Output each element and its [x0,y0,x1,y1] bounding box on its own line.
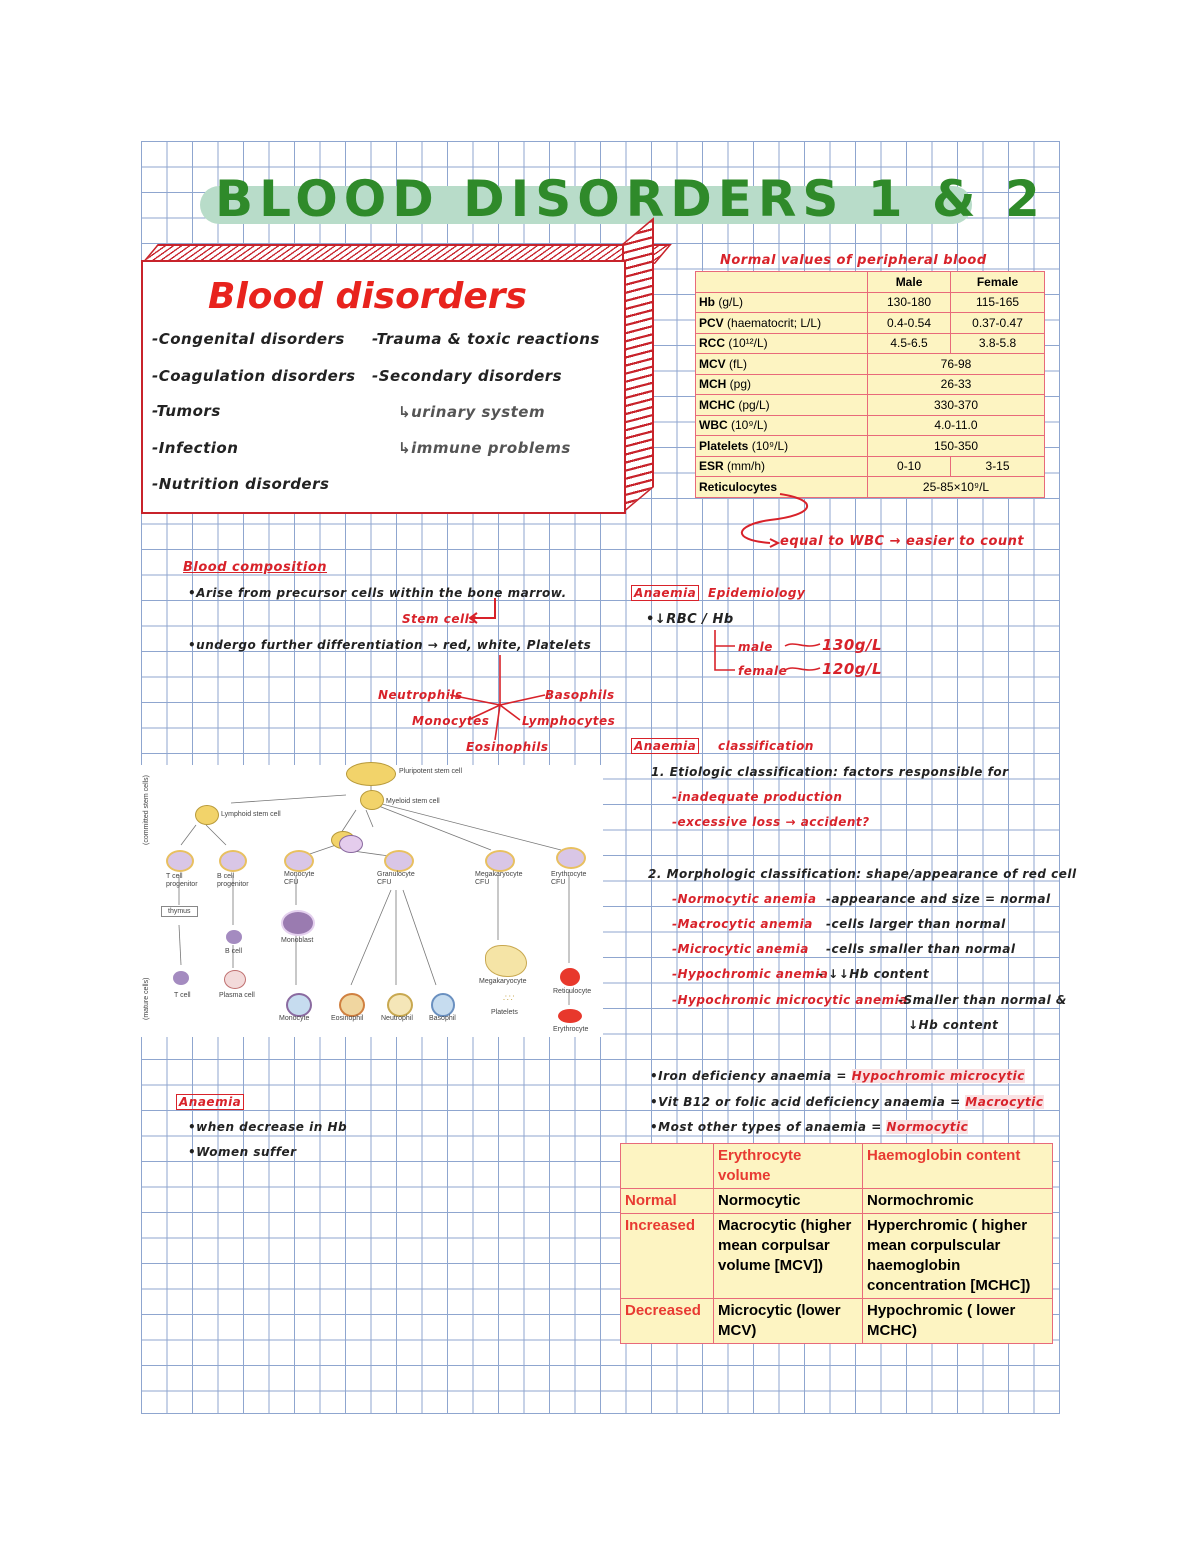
platelets-icon: ∴∵ [503,993,515,1003]
class-p2-desc: -cells larger than normal [826,917,1006,931]
class-p2-name: -Hypochromic microcytic anemia [672,993,908,1007]
nv-label [696,395,868,416]
neutrophil [387,993,413,1017]
pluripotent-stem-cell [346,762,396,786]
nv-label-name: Hb [699,295,715,310]
box-item: -Infection [152,439,239,457]
reticulocyte-note: equal to WBC → easier to count [780,534,1025,549]
blood-composition-heading: Blood composition [183,560,328,575]
col-header-hb: Haemoglobin content [863,1144,1053,1189]
diagram-label: Megakaryocyte [479,978,527,985]
class-p1-item: -excessive loss → accident? [672,815,870,829]
anaemia-epi-line: •↓RBC / Hb [646,612,734,627]
nv-value-male: 0.4-0.54 [868,313,951,334]
nv-corner [696,272,868,293]
anaemia-class-heading: classification [718,739,814,753]
stem-cells-arrow [465,596,525,626]
nv-row [696,395,1045,416]
diagram-label: (committed stem cells) [143,774,150,845]
nv-label-unit: (10⁹/L) [748,438,789,453]
class-p2-name: -Macrocytic anemia [672,917,813,931]
diagram-label: Erythrocyte CFU [551,871,587,886]
nv-label-name: PCV [699,315,724,330]
nv-label [696,333,868,354]
myeloid-cell [339,835,363,853]
box-subitem: ↳urinary system [398,403,546,421]
nv-col-header: Male [868,272,951,293]
nv-value: 76-98 [868,354,1045,375]
nv-label [696,415,868,436]
lymphoid-stem-cell [195,805,219,825]
nv-value: 26-33 [868,374,1045,395]
nv-value-male: 0-10 [868,456,951,477]
nv-label-name: WBC [699,418,728,433]
box-side-hatch [622,217,654,514]
diagram-label: (mature cells) [143,977,150,1020]
example-highlight: Hypochromic microcytic [851,1069,1025,1083]
diagram-label: Myeloid stem cell [386,798,440,805]
table-cell: Macrocytic (higher mean corpulsar volume [MCV]) [714,1214,863,1299]
box-item: -Congenital disorders [152,330,345,348]
box-item: -Nutrition disorders [152,475,330,493]
class-p2-desc: -Smaller than normal & [898,993,1067,1007]
nv-value-female: 3-15 [951,456,1045,477]
nv-label-name: MCHC [699,397,735,412]
nv-label [696,374,868,395]
nv-label-unit: (10⁹/L) [727,418,768,433]
wbc-eosinophils: Eosinophils [466,740,549,754]
box-heading: Blood disorders [208,276,527,317]
epi-male-value: 130g/L [822,636,883,654]
anaemia-epi-heading: Epidemiology [708,586,806,600]
composition-line-2: •undergo further differentiation → red, white, Platelets [188,638,592,652]
erythrocyte [558,1009,582,1023]
diagram-label: Monoblast [281,937,314,944]
diagram-label: T cell progenitor [166,873,198,888]
example-line [650,1095,1044,1109]
box-item: -Trauma & toxic reactions [372,330,600,348]
epi-male: male [738,640,773,654]
diagram-label: Monocyte CFU [284,871,315,886]
nv-col-header: Female [951,272,1045,293]
stem-cells-label: Stem cells [402,612,477,626]
anaemia-class-tag: Anaemia [631,738,699,754]
wbc-basophils: Basophils [545,688,615,702]
example-highlight: Normocytic [886,1120,969,1134]
diagram-label: Monocyte [279,1015,310,1022]
monocyte [286,993,312,1017]
example-text: •Most other types of anaemia = [650,1120,887,1134]
nv-label [696,456,868,477]
diagram-label: Plasma cell [219,992,255,999]
example-line [650,1120,968,1134]
box-item: -Tumors [152,402,221,420]
class-p1: 1. Etiologic classification: factors responsible for [651,765,1009,779]
classification-table [620,1143,1053,1344]
nv-row [696,292,1045,313]
table-cell: Normochromic [863,1189,1053,1214]
table-cell: Microcytic (lower MCV) [714,1299,863,1344]
diagram-label: Granulocyte CFU [377,871,415,886]
hematopoiesis-diagram [141,765,603,1037]
myeloid-stem-cell [360,790,384,810]
nv-label-name: Platelets [699,438,749,453]
anaemia-def-heading: Anaemia [176,1094,244,1110]
nv-label [696,313,868,334]
nv-row [696,354,1045,375]
diagram-label: B cell [225,948,243,955]
table-cell: Normocytic [714,1189,863,1214]
megakaryocyte-cfu [485,850,515,872]
erythrocyte-cfu [556,847,586,869]
nv-value-female: 3.8-5.8 [951,333,1045,354]
nv-row [696,333,1045,354]
nv-label-name: Reticulocytes [699,479,778,494]
reticulocyte [560,968,580,986]
wbc-lymphocytes: Lymphocytes [522,714,616,728]
example-text: •Iron deficiency anaemia = [650,1069,852,1083]
monoblast [281,910,315,936]
nv-row [696,415,1045,436]
row-header: Decreased [621,1299,714,1344]
nv-value: 25-85×10⁹/L [868,477,1045,498]
diagram-label: T cell [174,992,191,999]
class-p2-tail: ↓Hb content [908,1018,999,1032]
nv-row [696,374,1045,395]
class-p1-item: -inadequate production [672,790,843,804]
epi-female-value: 120g/L [822,660,883,678]
nv-label-name: MCV [699,356,726,371]
diagram-label: Erythrocyte [553,1026,589,1033]
nv-value: 4.0-11.0 [868,415,1045,436]
class-p2-name: -Hypochromic anemia [672,967,829,981]
nv-row [696,456,1045,477]
nv-label [696,436,868,457]
row-header: Normal [621,1189,714,1214]
granulocyte-cfu [384,850,414,872]
nv-label-unit: (g/L) [715,295,744,310]
b-cell-progenitor [219,850,247,872]
anaemia-epi-tag: Anaemia [631,585,699,601]
composition-line-1: •Arise from precursor cells within the bone marrow. [188,586,567,600]
nv-label-unit: (mm/h) [723,459,766,474]
t-cell-progenitor [166,850,194,872]
nv-label-name: ESR [699,459,724,474]
diagram-label: Neutrophil [381,1015,413,1022]
anaemia-def-line: •Women suffer [188,1145,297,1159]
nv-value-male: 130-180 [868,292,951,313]
monocyte-cfu [284,850,314,872]
nv-label-name: MCH [699,377,727,392]
diagram-label: Eosinophil [331,1015,364,1022]
anaemia-def-line: •when decrease in Hb [188,1120,348,1134]
diagram-label: Megakaryocyte CFU [475,871,523,886]
table-corner-cell [621,1144,714,1189]
nv-label-unit: (haematocrit; L/L) [723,315,822,330]
diagram-label: Reticulocyte [553,988,592,995]
table-cell: Hypochromic ( lower MCHC) [863,1299,1053,1344]
nv-value: 150-350 [868,436,1045,457]
page-title: BLOOD DISORDERS 1 & 2 [215,170,1046,228]
wbc-neutrophils: Neutrophils [378,688,463,702]
class-p2: 2. Morphologic classification: shape/appearance of red cell [648,867,1077,881]
box-subitem: ↳immune problems [398,439,571,457]
nv-value-female: 115-165 [951,292,1045,313]
eosinophil [339,993,365,1017]
example-line [650,1069,1025,1083]
plasma-cell [224,970,246,989]
normal-values-table [695,271,1045,498]
diagram-label: Platelets [491,1009,518,1016]
nv-value: 330-370 [868,395,1045,416]
class-p2-desc: -cells smaller than normal [826,942,1016,956]
box-item: -Coagulation disorders [152,367,356,385]
epi-female: female [738,664,788,678]
table-cell: Hyperchromic ( higher mean corpulscular haemoglobin concentration [MCHC]) [863,1214,1053,1299]
diagram-label: Basophil [429,1015,456,1022]
diagram-label: Pluripotent stem cell [399,768,463,775]
b-cell [226,930,242,944]
nv-label-unit: (pg) [726,377,752,392]
nv-row [696,313,1045,334]
class-p2-name: -Microcytic anemia [672,942,809,956]
nv-label-unit: (pg/L) [735,397,770,412]
nv-value-female: 0.37-0.47 [951,313,1045,334]
class-p2-desc: - ↓↓Hb content [818,967,930,981]
example-highlight: Macrocytic [965,1095,1044,1109]
class-p2-name: -Normocytic anemia [672,892,817,906]
box-item: -Secondary disorders [372,367,563,385]
col-header-volume: Erythrocyte volume [714,1144,863,1189]
nv-label-unit: (10¹²/L) [725,336,768,351]
diagram-label: Lymphoid stem cell [221,811,281,818]
nv-label [696,354,868,375]
nv-value-male: 4.5-6.5 [868,333,951,354]
t-cell [173,971,189,985]
nv-label-unit: (fL) [725,356,748,371]
basophil [431,993,455,1017]
wbc-monocytes: Monocytes [412,714,490,728]
diagram-label: B cell progenitor [217,873,249,888]
example-text: •Vit B12 or folic acid deficiency anaemia = [650,1095,966,1109]
normal-values-title: Normal values of peripheral blood [720,253,987,268]
class-p2-desc: -appearance and size = normal [826,892,1051,906]
nv-label [696,292,868,313]
row-header: Increased [621,1214,714,1299]
diagram-label: thymus [161,906,198,917]
nv-label-name: RCC [699,336,725,351]
nv-row [696,436,1045,457]
